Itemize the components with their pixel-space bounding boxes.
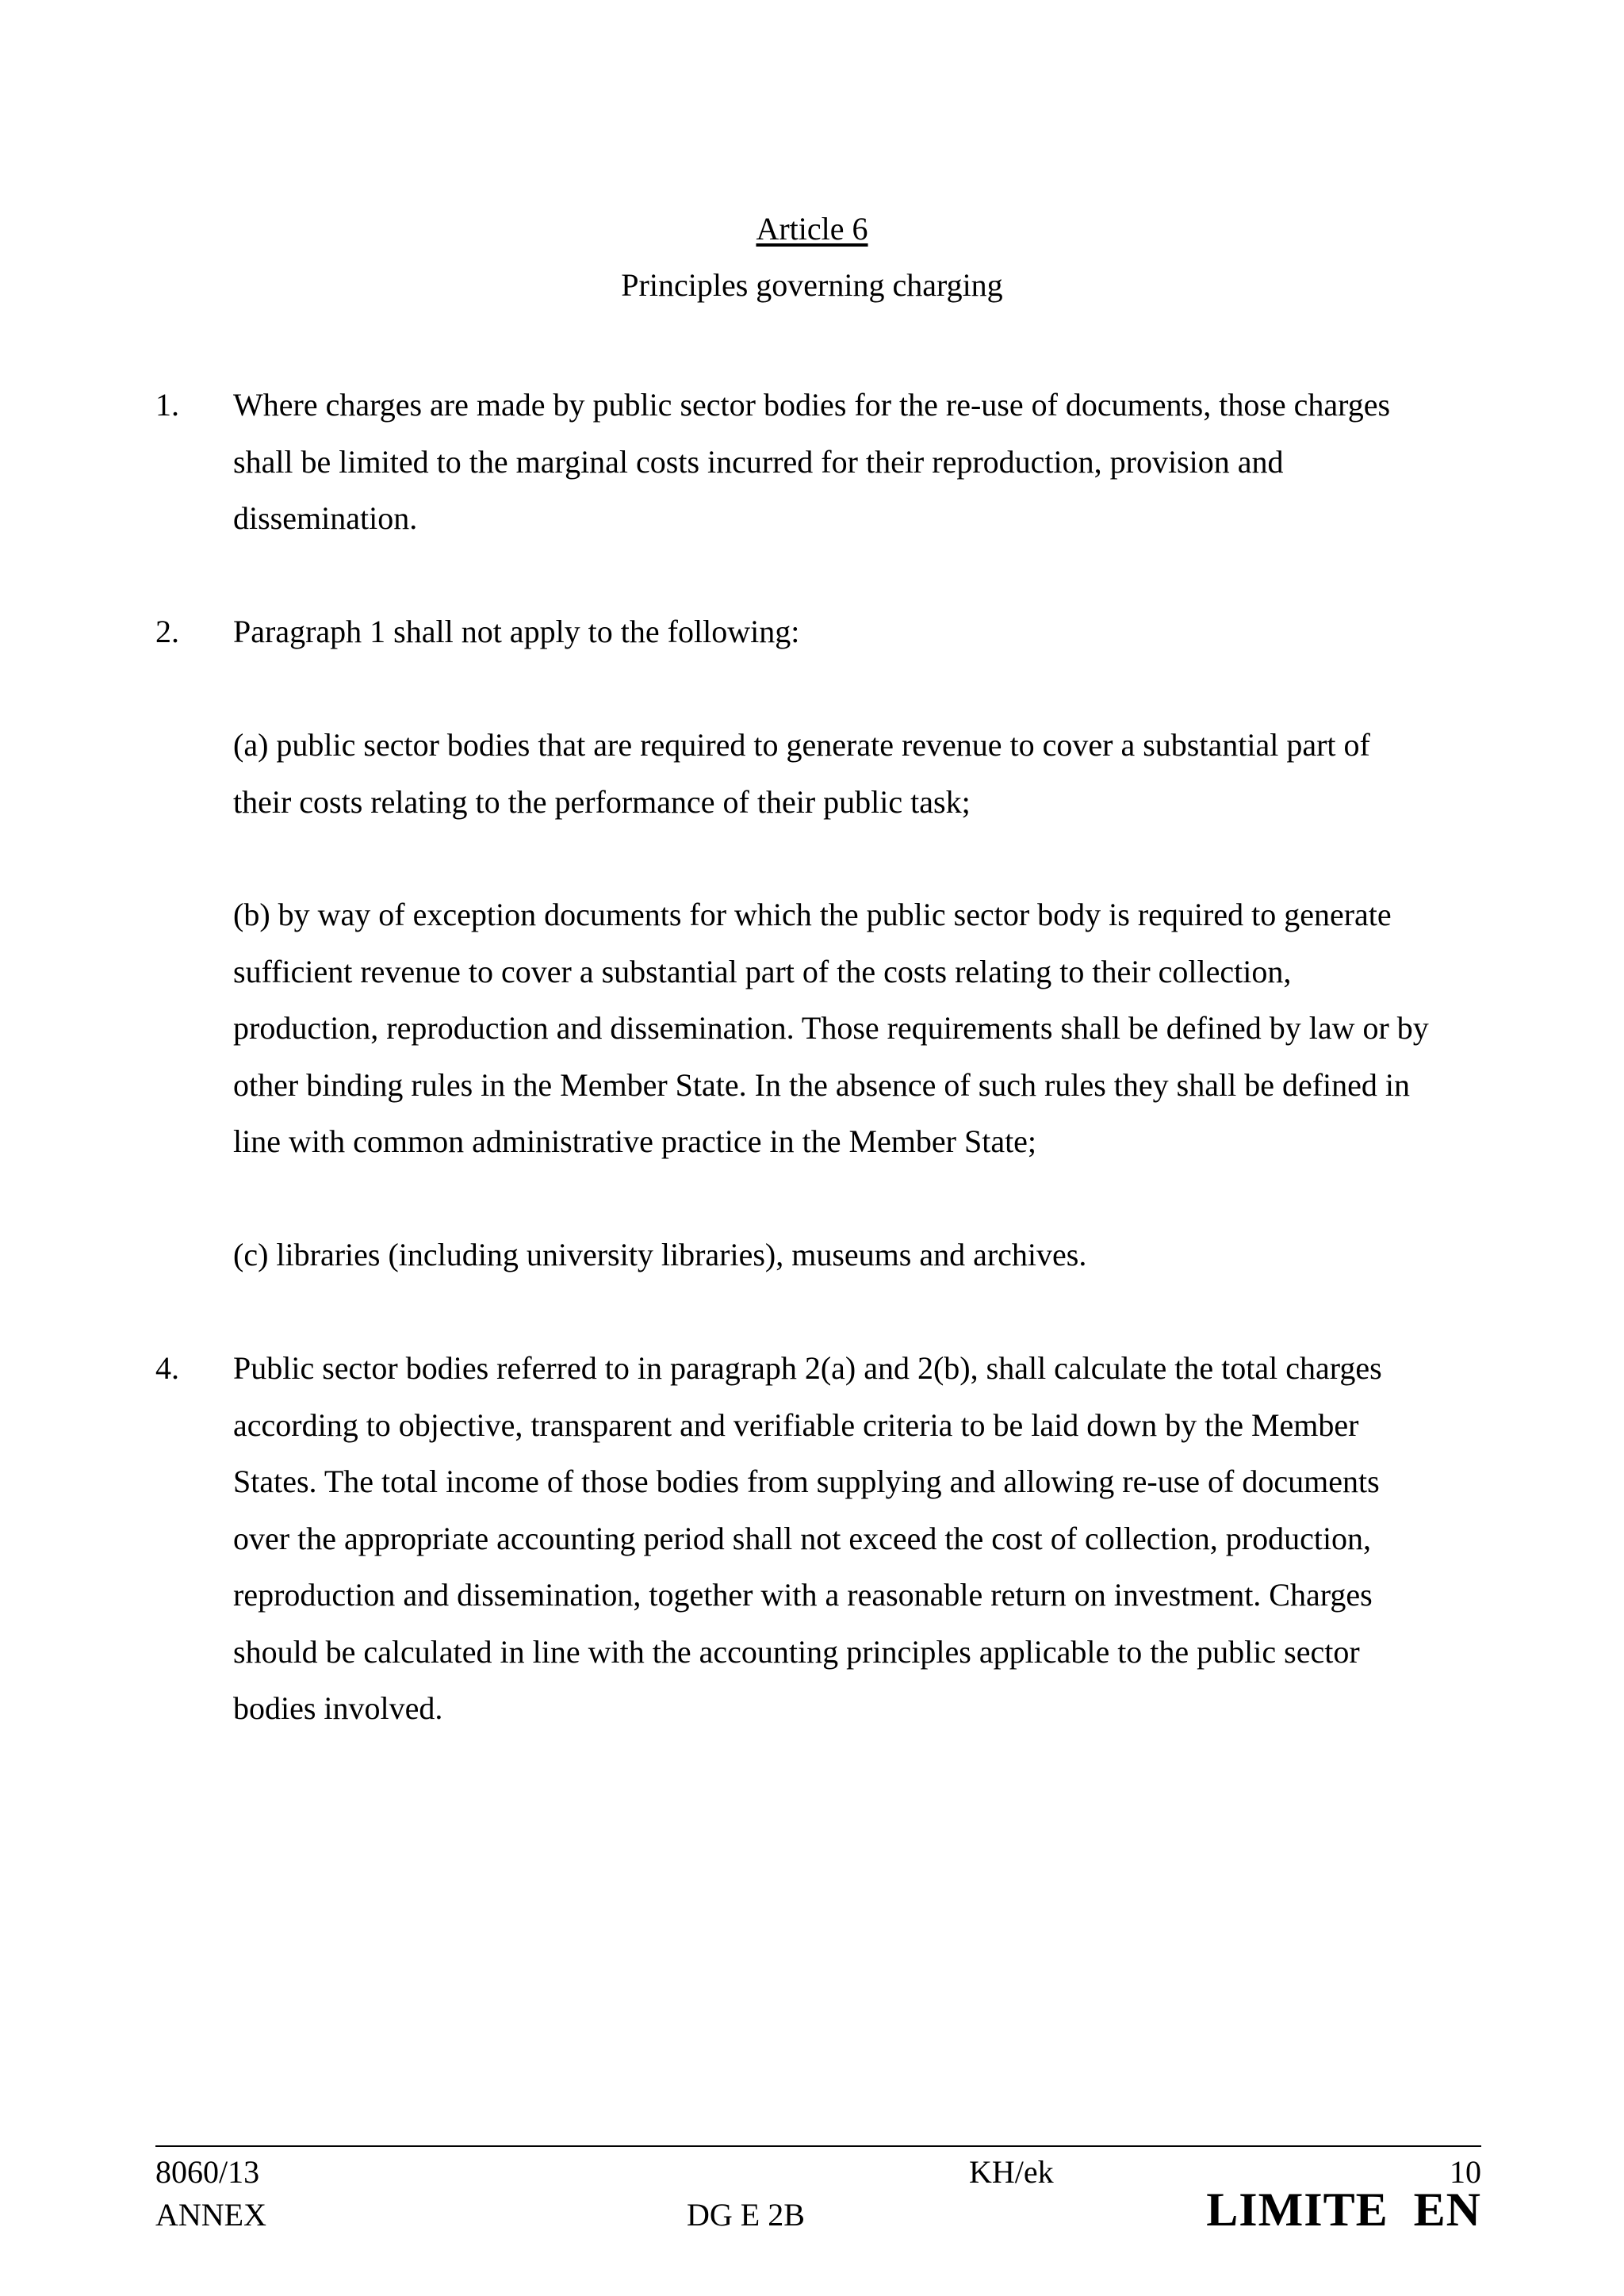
paragraph-line: line with common administrative practice in the Member State;	[233, 1123, 1037, 1159]
paragraph-line: Paragraph 1 shall not apply to the following:	[233, 614, 800, 649]
paragraph-number: 2.	[155, 614, 179, 649]
paragraph-line: over the appropriate accounting period shall not exceed the cost of collection, production,	[233, 1520, 1372, 1556]
paragraph-line: bodies involved.	[233, 1690, 443, 1726]
paragraph-line: (b) by way of exception documents for which the public sector body is required to generate	[233, 897, 1392, 932]
footer-initials: KH/ek	[969, 2154, 1054, 2190]
subparagraph-c	[233, 1226, 1494, 1284]
paragraph-1	[233, 377, 1494, 547]
paragraph-line: States. The total income of those bodies from supplying and allowing re-use of documents	[233, 1464, 1380, 1499]
footer-classification	[1206, 2182, 1481, 2237]
paragraph-number: 4.	[155, 1350, 179, 1386]
subparagraph-a	[233, 717, 1494, 830]
language-code: EN	[1413, 2183, 1481, 2236]
paragraph-line: (c) libraries (including university libraries), museums and archives.	[233, 1237, 1087, 1272]
classification-label: LIMITE	[1206, 2183, 1388, 2236]
paragraph-line: should be calculated in line with the accounting principles applicable to the public sector	[233, 1633, 1360, 1670]
paragraph-4	[233, 1340, 1494, 1737]
paragraph-line: (a) public sector bodies that are required to generate revenue to cover a substantial part of	[233, 727, 1370, 763]
article-subtitle: Principles governing charging	[621, 267, 1003, 303]
subparagraph-b	[233, 886, 1494, 1170]
paragraph-line: their costs relating to the performance of their public task;	[233, 783, 971, 820]
footer-page-number: 10	[1450, 2154, 1481, 2190]
paragraph-line: shall be limited to the marginal costs incurred for their reproduction, provision and	[233, 443, 1284, 480]
paragraph-line: production, reproduction and dissemination. Those requirements shall be defined by law or by	[233, 1010, 1429, 1046]
paragraph-number: 1.	[155, 387, 179, 423]
paragraph-line: other binding rules in the Member State. In the absence of such rules they shall be defined in	[233, 1066, 1411, 1103]
paragraph-line: Public sector bodies referred to in paragraph 2(a) and 2(b), shall calculate the total charges	[233, 1350, 1382, 1386]
paragraph-line: dissemination.	[233, 500, 418, 536]
paragraph-2	[233, 603, 1494, 660]
paragraph-line: Where charges are made by public sector bodies for the re-use of documents, those charges	[233, 387, 1391, 423]
paragraph-line: sufficient revenue to cover a substantial part of the costs relating to their collection,	[233, 953, 1292, 989]
footer-doc-number: 8060/13	[155, 2154, 260, 2190]
article-title: Article 6	[756, 211, 868, 247]
footer-annex: ANNEX	[155, 2197, 266, 2233]
footer-dg: DG E 2B	[687, 2197, 805, 2233]
paragraph-line: according to objective, transparent and verifiable criteria to be laid down by the Member	[233, 1406, 1359, 1443]
paragraph-line: reproduction and dissemination, together with a reasonable return on investment. Charges	[233, 1577, 1373, 1613]
footer-divider	[155, 2145, 1481, 2147]
